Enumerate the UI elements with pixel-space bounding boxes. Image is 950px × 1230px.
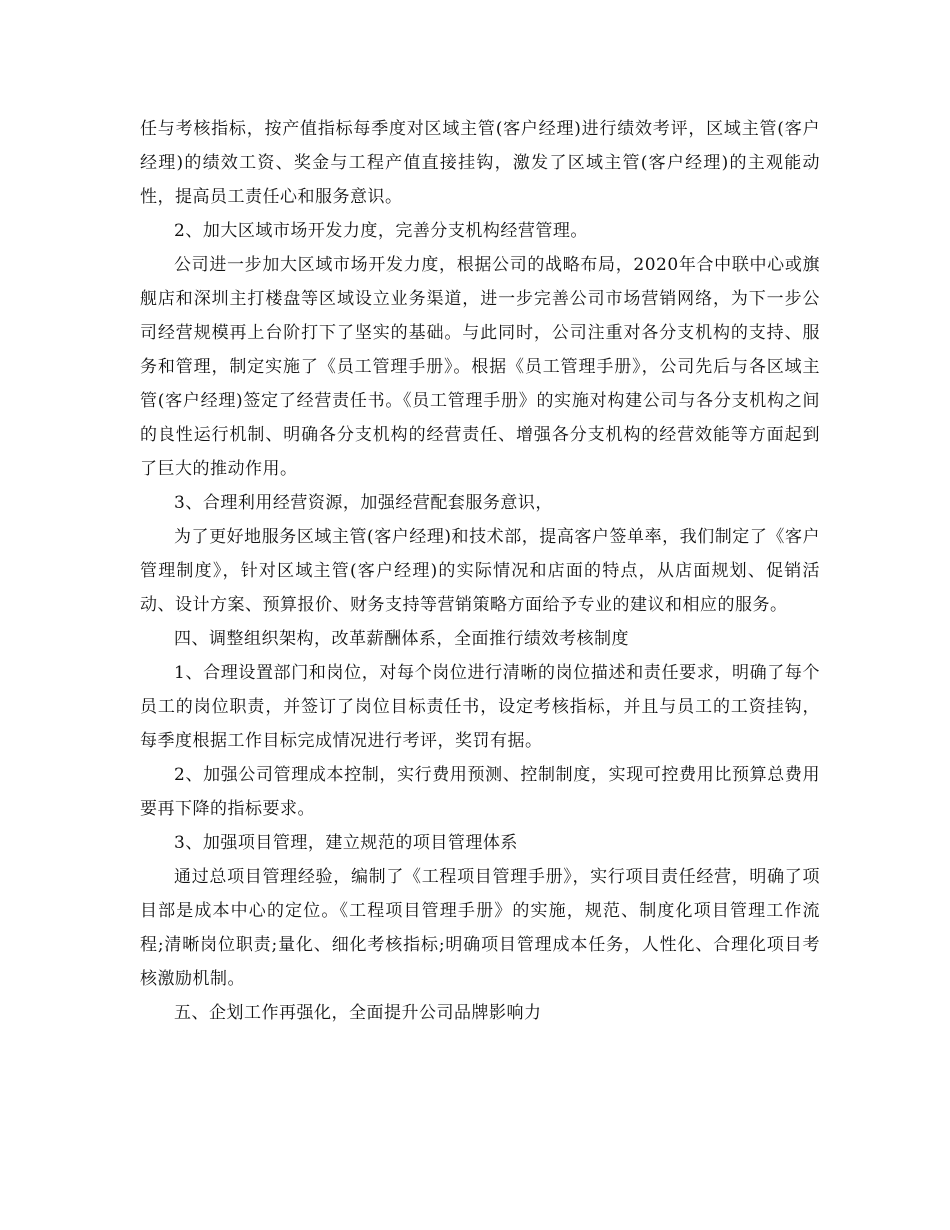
paragraph-resource-usage: 为了更好地服务区域主管(客户经理)和技术部，提高客户签单率，我们制定了《客户管理制度》，针对区域主管(客户经理)的实际情况和店面的特点，从店面规划、促销活动、设计方案、预算报价、财务支持等营销策略方面给予专业的建议和相应的服务。 [140, 527, 820, 615]
subheading-market-development: 2、加大区域市场开发力度，完善分支机构经营管理。 [174, 221, 588, 241]
paragraph-market-development: 公司进一步加大区域市场开发力度，根据公司的战略布局，2020年合中联中心或旗舰店和深圳主打楼盘等区域设立业务渠道，进一步完善公司市场营销网络，为下一步公司经营规模再上台阶打下了坚实的基础。与此同时，公司注重对各分支机构的支持、服务和管理，制定实施了《员工管理手册》。根据《员工管理手册》，公司先后与各区域主管(客户经理)签定了经营责任书。《员工管理手册》的实施对构建公司与各分支机构之间的良性运行机制、明确各分支机构的经营责任、增强各分支机构的经营效能等方面起到了巨大的推动作用。 [140, 255, 820, 479]
document-page [140, 112, 820, 1030]
paragraph-project-management: 通过总项目管理经验，编制了《工程项目管理手册》，实行项目责任经营，明确了项目部是成本中心的定位。《工程项目管理手册》的实施，规范、制度化项目管理工作流程;清晰岗位职责;量化、细化考核指标;明确项目管理成本任务，人性化、合理化项目考核激励机制。 [140, 867, 820, 989]
paragraph-cost-control: 2、加强公司管理成本控制，实行费用预测、控制制度，实现可控费用比预算总费用要再下降的指标要求。 [140, 765, 820, 819]
paragraph-departments: 1、合理设置部门和岗位，对每个岗位进行清晰的岗位描述和责任要求，明确了每个员工的岗位职责，并签订了岗位目标责任书，设定考核指标，并且与员工的工资挂钩，每季度根据工作目标完成情况进行考评，奖罚有据。 [140, 663, 820, 751]
paragraph-continuation: 任与考核指标，按产值指标每季度对区域主管(客户经理)进行绩效考评，区域主管(客户经理)的绩效工资、奖金与工程产值直接挂钩，激发了区域主管(客户经理)的主观能动性，提高员工责任心和服务意识。 [140, 119, 820, 207]
section-heading-5: 五、企划工作再强化，全面提升公司品牌影响力 [174, 1003, 542, 1023]
section-heading-4: 四、调整组织架构，改革薪酬体系，全面推行绩效考核制度 [174, 629, 629, 649]
subheading-project-management: 3、加强项目管理，建立规范的项目管理体系 [174, 833, 518, 853]
subheading-resource-usage: 3、合理利用经营资源，加强经营配套服务意识， [174, 493, 553, 513]
